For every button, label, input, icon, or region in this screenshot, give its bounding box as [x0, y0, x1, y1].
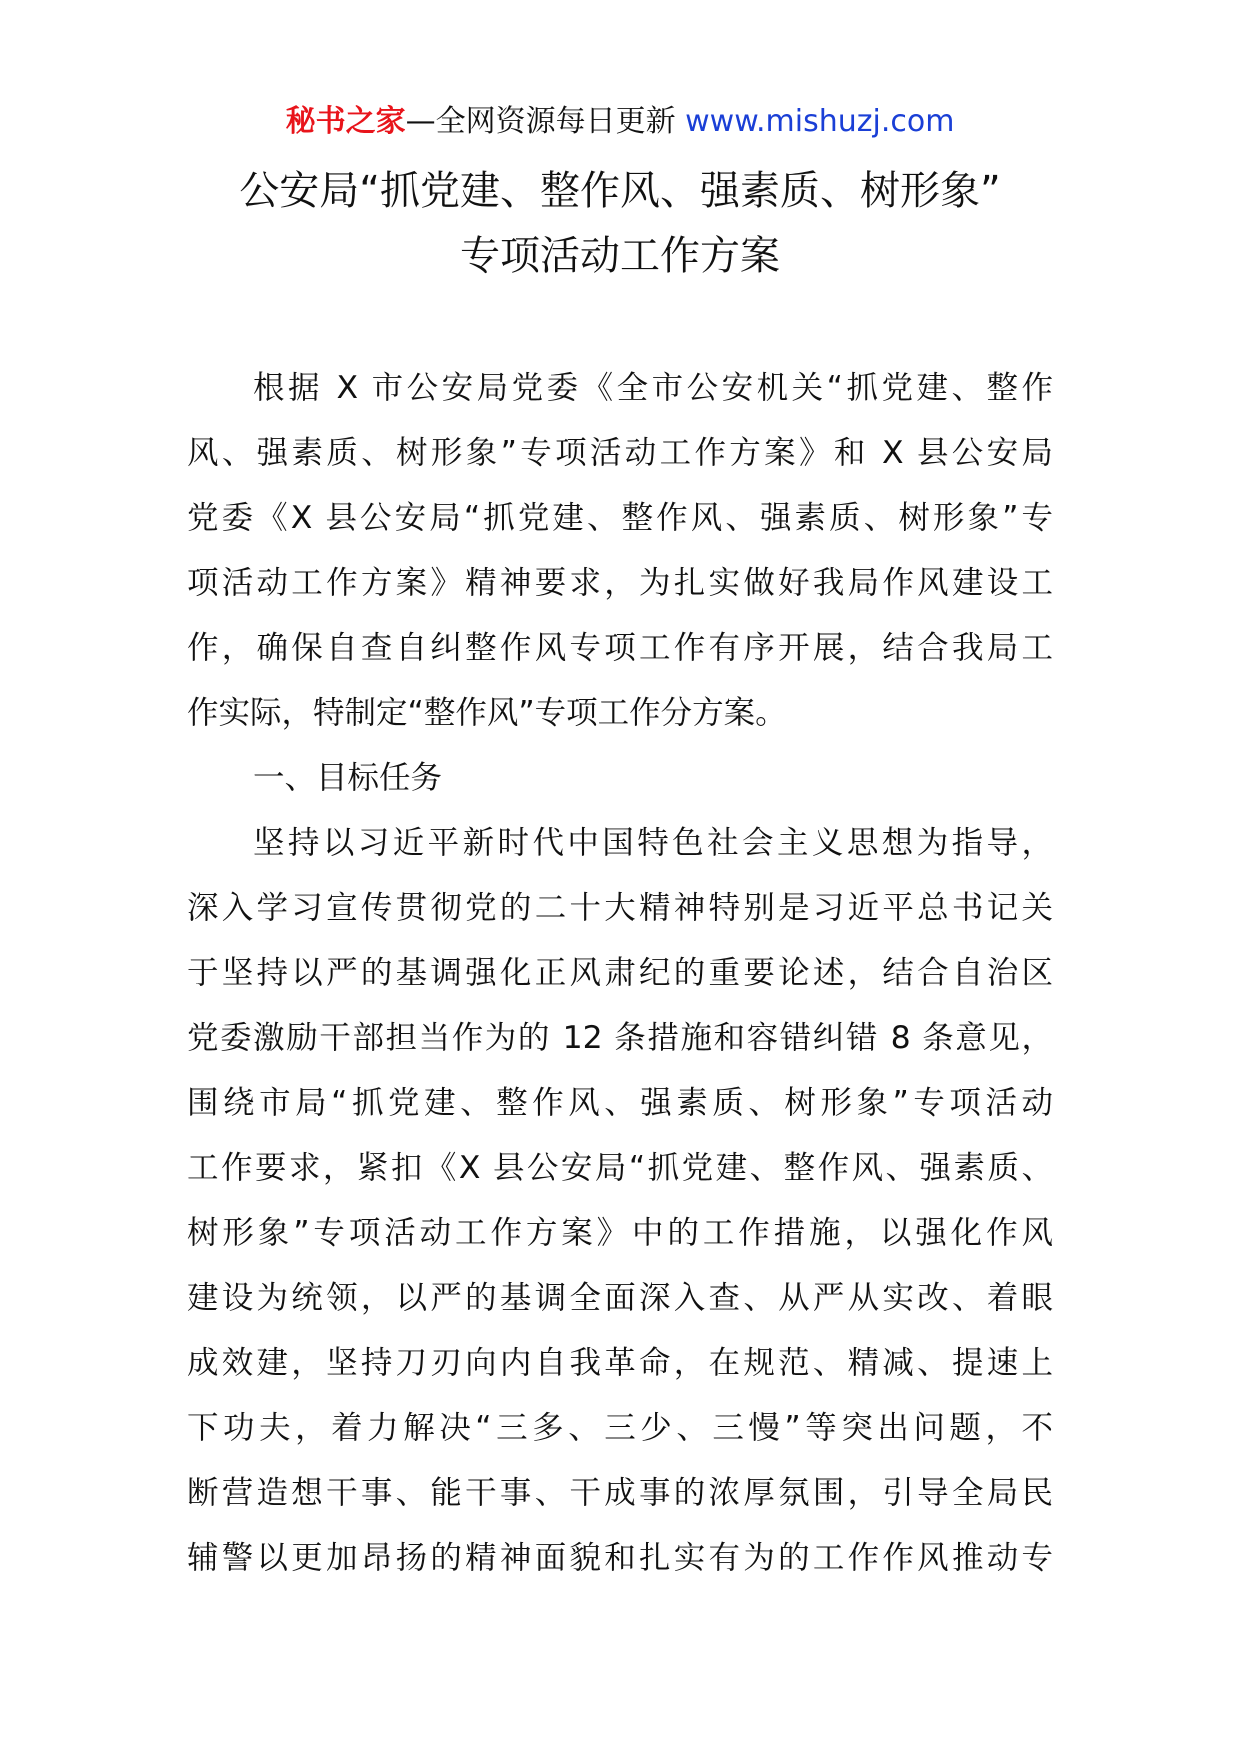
body-line: 下功夫，着力解决“三多、三少、三慢”等突出问题，不 [187, 1410, 1053, 1446]
body-line: 于坚持以严的基调强化正风肃纪的重要论述，结合自治区 [187, 955, 1053, 991]
brand-name: 秘书之家 [285, 104, 406, 139]
body-line: 成效建，坚持刀刃向内自我革命，在规范、精减、提速上 [187, 1345, 1053, 1381]
body-line: 作，确保自查自纠整作风专项工作有序开展，结合我局工 [187, 630, 1053, 666]
body-line: 辅警以更加昂扬的精神面貌和扎实有为的工作作风推动专 [187, 1540, 1053, 1576]
body-line: 项活动工作方案》精神要求，为扎实做好我局作风建设工 [187, 565, 1053, 601]
document-body [187, 356, 1053, 1591]
website-link[interactable]: www.mishuzj.com [685, 104, 955, 139]
section-heading: 一、目标任务 [253, 760, 443, 796]
body-line: 党委《X 县公安局“抓党建、整作风、强素质、树形象”专 [187, 500, 1053, 536]
body-line: 断营造想干事、能干事、干成事的浓厚氛围，引导全局民 [187, 1475, 1053, 1511]
body-line: 根据 X 市公安局党委《全市公安机关“抓党建、整作 [253, 370, 1053, 406]
body-line: 深入学习宣传贯彻党的二十大精神特别是习近平总书记关 [187, 890, 1053, 926]
body-line: 作实际，特制定“整作风”专项工作分方案。 [187, 695, 787, 731]
page-header [0, 102, 1240, 142]
document-title-line-1: 公安局“抓党建、整作风、强素质、树形象” [239, 168, 1001, 214]
body-line: 党委激励干部担当作为的 12 条措施和容错纠错 8 条意见， [187, 1020, 1053, 1056]
body-line: 建设为统领，以严的基调全面深入查、从严从实改、着眼 [187, 1280, 1053, 1316]
document-title-line-2: 专项活动工作方案 [460, 233, 780, 279]
body-line: 坚持以习近平新时代中国特色社会主义思想为指导， [253, 825, 1053, 861]
body-line: 围绕市局“抓党建、整作风、强素质、树形象”专项活动 [187, 1085, 1053, 1121]
body-line: 风、强素质、树形象”专项活动工作方案》和 X 县公安局 [187, 435, 1053, 471]
header-tagline: —全网资源每日更新 [405, 104, 676, 139]
body-line: 树形象”专项活动工作方案》中的工作措施，以强化作风 [187, 1215, 1053, 1251]
body-line: 工作要求，紧扣《X 县公安局“抓党建、整作风、强素质、 [187, 1150, 1053, 1186]
